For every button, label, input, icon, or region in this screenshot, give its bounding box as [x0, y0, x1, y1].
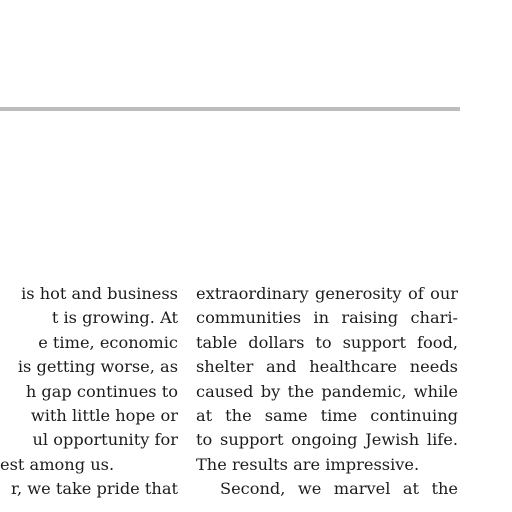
right-line-4: shelter and healthcare needs — [196, 357, 458, 377]
header-divider-rule — [0, 107, 460, 111]
right-line-3: table dollars to support food, — [196, 332, 458, 352]
right-text-column — [196, 282, 458, 502]
left-line-4: is getting worse, as — [17, 357, 178, 377]
right-line-8: The results are impressive. — [196, 454, 420, 474]
right-line-1: extraordinary generosity of our — [196, 284, 458, 303]
left-line-8: est among us. — [0, 454, 115, 474]
left-line-7: ul opportunity for — [32, 430, 178, 450]
left-text-column — [0, 282, 178, 502]
left-line-3: e time, economic — [38, 332, 178, 352]
right-line-2: communities in raising chari- — [196, 308, 458, 328]
left-line-9: r, we take pride that — [11, 479, 178, 499]
right-line-7: to support ongoing Jewish life. — [196, 430, 458, 450]
right-line-6: at the same time continuing — [196, 405, 458, 425]
left-line-5: h gap continues to — [25, 381, 178, 401]
right-line-5: caused by the pandemic, while — [196, 381, 458, 401]
left-line-1: is hot and business — [21, 284, 178, 303]
left-line-2: t is growing. At — [51, 308, 178, 328]
left-line-6: with little hope or — [30, 405, 178, 425]
right-line-9: Second, we marvel at the — [220, 479, 458, 499]
